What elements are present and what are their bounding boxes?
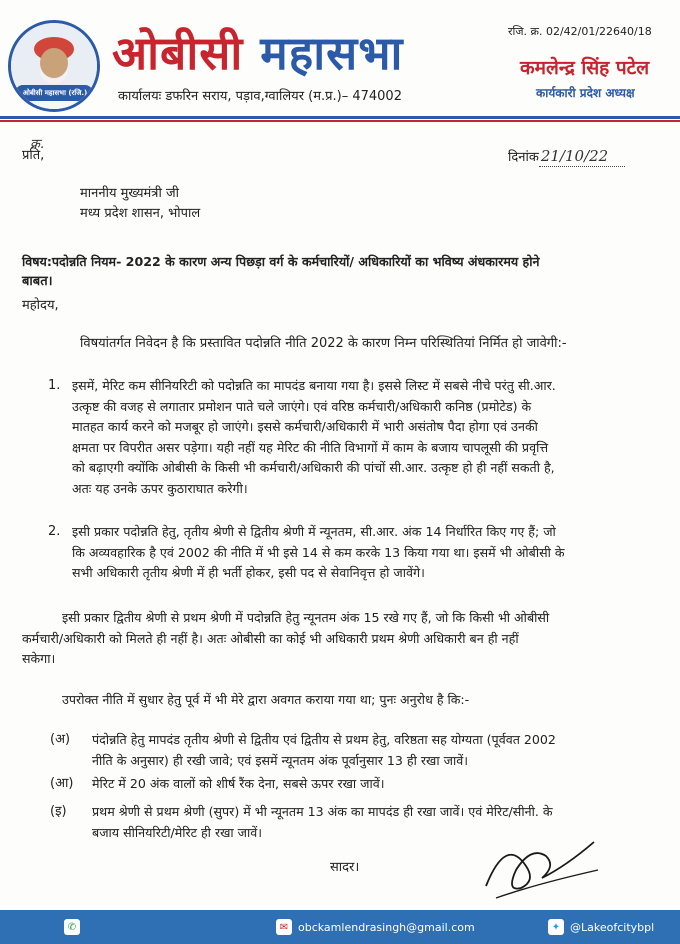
point-2-line: कि अव्यवहारिक है एवं 2002 की नीति में भी इसे 14 से कम करके 13 किया गया था। इसमें भी ओबीसी के [72, 544, 565, 560]
org-name-part2: महासभा [260, 26, 404, 80]
point-2-text [72, 522, 666, 584]
request-aa-text: मेरिट में 20 अंक वालों को शीर्ष रैंक देना, सबसे ऊपर रखा जावें। [92, 776, 385, 791]
request-aa-marker: (आ) [50, 776, 74, 791]
email-contact[interactable] [276, 919, 475, 935]
org-logo [8, 20, 100, 112]
point-1-text [72, 376, 666, 499]
person-title: कार्यकारी प्रदेश अध्यक्ष [536, 86, 635, 100]
twitter-handle[interactable]: @Lakeofcitybpl [570, 920, 655, 934]
request-i-marker: (इ) [50, 804, 67, 819]
point-1-line: अतः यह उनके ऊपर कुठाराघात करेगी। [72, 480, 248, 496]
intro-paragraph: विषयांतर्गत निवेदन है कि प्रस्तावित पदोन्नति नीति 2022 के कारण निम्न परिस्थितियां निर्मित हो जावेगी:- [80, 336, 567, 351]
date-label: दिनांक [508, 150, 539, 165]
point-1-line: इसमें, मेरिट कम सीनियरिटी को पदोन्नति का मापदंड बनाया गया है। इससे लिस्ट में सबसे नीचे परंतु सी.आर. [72, 378, 556, 393]
org-name-part1: ओबीसी [112, 26, 244, 80]
recipient-line-1: माननीय मुख्यमंत्री जी [80, 186, 179, 201]
point-1-line: क्षमता पर विपरीत असर पड़ेगा। यही नहीं यह मेरिट की नीति विभागों में काम के बजाय चापलूसी की प्रवृत्ति [72, 439, 549, 455]
paragraph-3-line: इसी प्रकार द्वितीय श्रेणी से प्रथम श्रेणी में पदोन्नति हेतु न्यूनतम अंक 15 रखे गए हैं, जो कि किसी भी ओबीसी [62, 610, 550, 625]
request-a-text [92, 730, 666, 771]
point-1-line: को बढ़ाएगी क्योंकि ओबीसी के किसी भी कर्मचारी/अधिकारी की पांचों सी.आर. उत्कृष्ट हो ही नहीं सकती है, [72, 460, 555, 475]
date-block [508, 146, 625, 168]
request-a-marker: (अ) [50, 732, 71, 747]
request-a-line: नीति के अनुसार) ही रखी जावे; एवं इसमें न्यूनतम अंक पूर्वानुसार 13 ही रखा जावें। [92, 752, 468, 768]
twitter-contact[interactable] [548, 919, 654, 935]
point-2-marker: 2. [48, 524, 61, 539]
paragraph-4: उपरोक्त नीति में सुधार हेतु पूर्व में भी मेरे द्वारा अवगत कराया गया था; पुनः अनुरोध है कि:- [62, 692, 470, 707]
paragraph-3-line: कर्मचारी/अधिकारी को मिलते ही नहीं है। अतः ओबीसी का कोई भी अधिकारी प्रथम श्रेणी अधिकारी बन ही नहीं [22, 630, 519, 646]
whatsapp-icon: ✆ [64, 919, 80, 935]
header-divider-red [0, 120, 680, 122]
email-icon: ✉ [276, 919, 292, 935]
twitter-icon: ✦ [548, 919, 564, 935]
request-a-line: पंदोन्नति हेतु मापदंड तृतीय श्रेणी से द्वितीय एवं द्वितीय से प्रथम हेतु, वरिष्ठता सह योग्यता (पूर्ववत 2002 [92, 732, 556, 747]
header-divider-blue [0, 116, 680, 119]
point-2-line: इसी प्रकार पदोन्नति हेतु, तृतीय श्रेणी से द्वितीय श्रेणी में न्यूनतम, सी.आर. अंक 14 निर्धारित किए गए हैं; जो [72, 524, 556, 539]
request-i-line: प्रथम श्रेणी से प्रथम श्रेणी (सुपर) में भी न्यूनतम 13 अंक का मापदंड ही रखा जावें। एवं मेरिट/सीनी. के [92, 804, 553, 819]
signature-icon [476, 826, 606, 906]
office-address: कार्यालयः डफरिन सराय, पड़ाव,ग्वालियर (म.प्र.)– 474002 [118, 89, 402, 104]
closing: सादर। [330, 860, 360, 875]
subject-line-1: विषय:पदोन्नति नियम- 2022 के कारण अन्य पिछड़ा वर्ग के कर्मचारियों/ अधिकारियों का भविष्य अंधकारमय होने [22, 254, 540, 269]
point-1-line: मातहत कार्य करने को मजबूर हो जाएंगे। इससे कर्मचारी/अधिकारी में भारी असंतोष पैदा होगा एवं उनकी [72, 419, 538, 434]
point-1-marker: 1. [48, 378, 61, 393]
subject-line-2: बाबत। [22, 274, 53, 289]
to-label: प्रति, [22, 148, 45, 163]
request-i-line: बजाय सीनियरिटी/मेरिट ही रखा जावें। [92, 824, 263, 840]
recipient-line-2: मध्य प्रदेश शासन, भोपाल [80, 206, 201, 221]
date-value: 21/10/22 [539, 146, 625, 167]
footer-bar [0, 910, 680, 944]
org-name [112, 26, 404, 80]
registration-number: रजि. क्र. 02/42/01/22640/18 [508, 25, 652, 38]
email-address[interactable]: obckamlendrasingh@gmail.com [298, 920, 475, 934]
salutation: महोदय, [22, 298, 59, 313]
paragraph-3 [22, 608, 666, 670]
point-2-line: सभी अधिकारी तृतीय श्रेणी में ही भर्ती होकर, इसी पद से सेवानिवृत्त हो जावेंगे। [72, 565, 425, 580]
paragraph-3-line: सकेगा। [22, 651, 56, 666]
whatsapp-contact [64, 919, 80, 935]
point-1-line: उत्कृष्ट की वजह से लगातार प्रमोशन पाते चले जाएंगे। एवं वरिष्ठ कर्मचारी/अधिकारी कनिष्ठ (प्रमोटेड) के [72, 398, 532, 414]
reference-label: क्र. [30, 137, 45, 152]
logo-caption: ओबीसी महासभा (रजि.) [22, 89, 88, 97]
person-name: कमलेन्द्र सिंह पटेल [520, 57, 650, 79]
